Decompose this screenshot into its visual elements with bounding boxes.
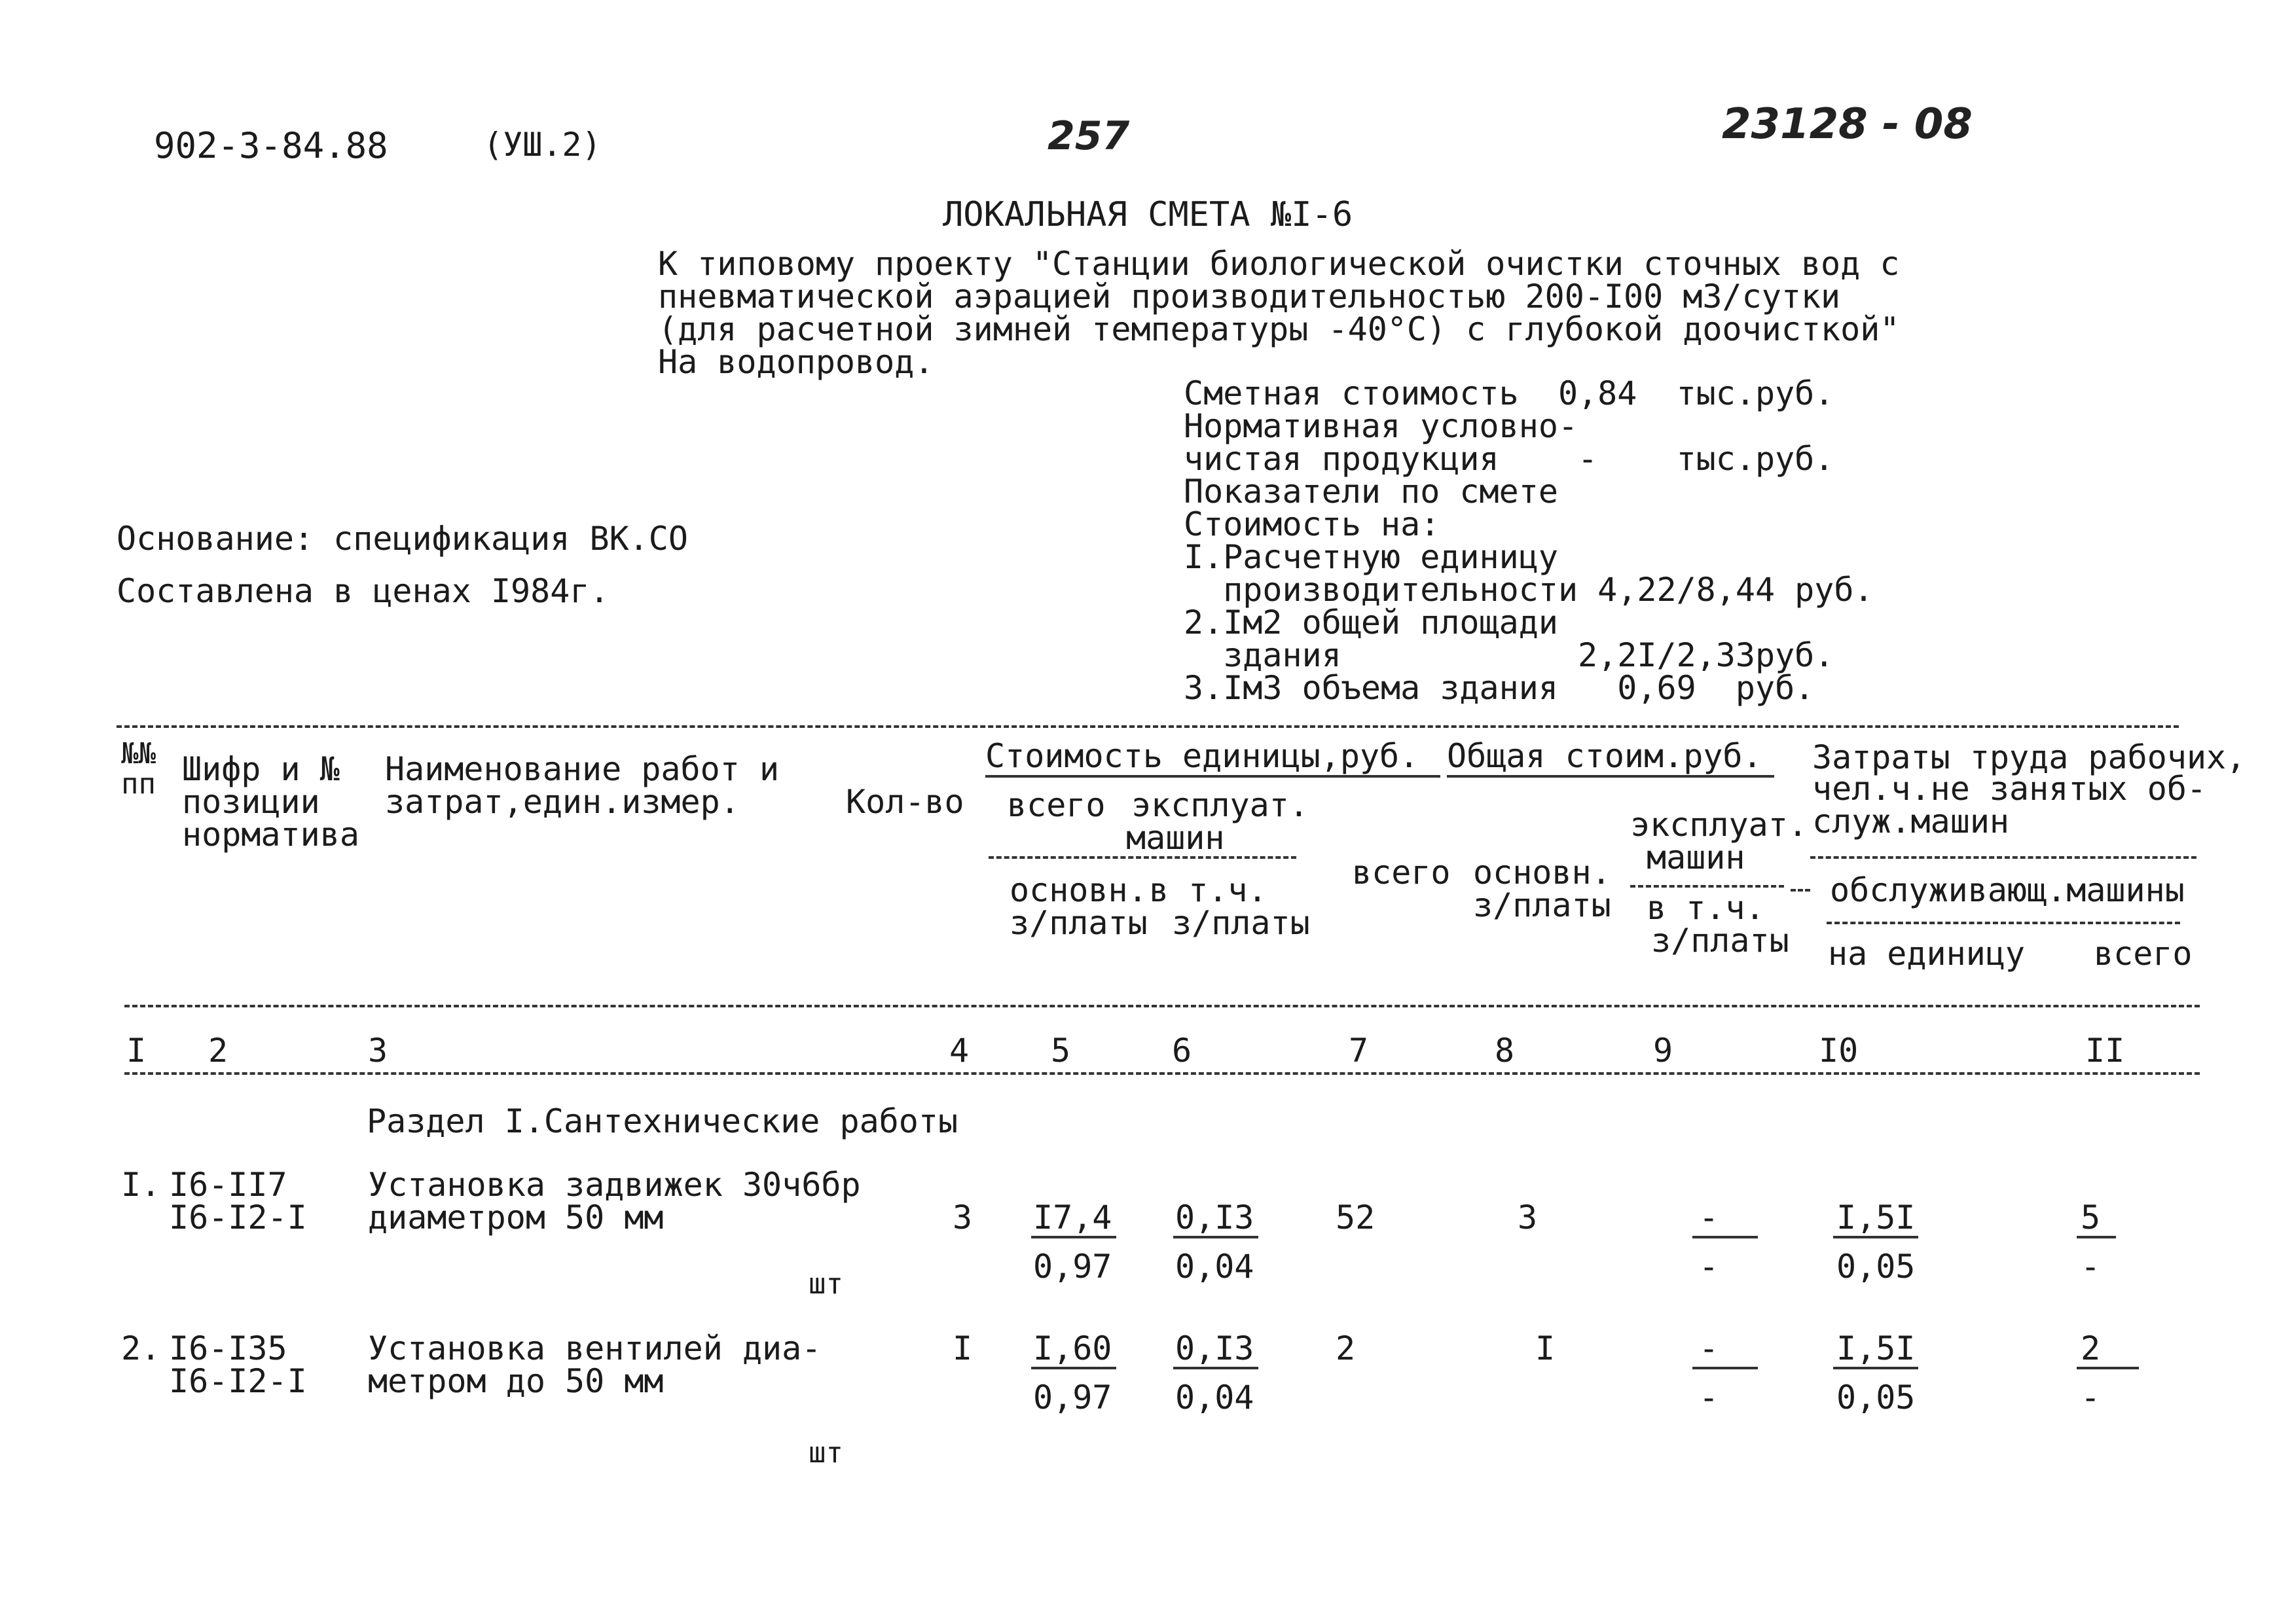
summary-line-9: здания 2,2I/2,33руб. [1184,636,1834,674]
header-labor-service: обслуживающ.машины [1830,871,2185,909]
header-unit-cost: Стоимость единицы,руб. [985,737,1419,775]
row1-code-1: I6-II7 [169,1166,287,1204]
album-number: (УШ.2) [483,126,602,164]
row1-unit-incl-wage: 0,04 [1175,1248,1254,1286]
prices-text: Составлена в ценах I984г. [117,572,610,610]
header-unit-machine-1: эксплуат. [1131,786,1309,824]
row2-name-1: Установка вентилей диа- [368,1329,822,1367]
row2-labor-unit: I,5I [1836,1329,1916,1367]
header-nn-1: №№ [121,737,156,770]
row1-labor-total: 5 [2081,1199,2101,1236]
row1-total-machine: - [1699,1199,1719,1236]
header-total-basic-2: з/платы [1473,886,1611,924]
col-number-1: I [126,1032,147,1070]
section-title: Раздел I.Сантехнические работы [367,1102,958,1140]
header-labor-3: служ.машин [1812,803,2010,840]
header-code-2: позиции [182,783,320,821]
project-code: 902-3-84.88 [154,125,388,166]
summary-line-4: Показатели по смете [1184,473,1558,511]
summary-line-3: чистая продукция - тыс.руб. [1184,440,1834,478]
col-number-8: 8 [1495,1032,1515,1070]
header-total-total: всего [1352,854,1451,892]
header-total-basic-1: основн. [1473,854,1611,892]
row2-total: 2 [1336,1329,1356,1367]
summary-line-7: производительности 4,22/8,44 руб. [1184,571,1874,609]
summary-line-5: Стоимость на: [1184,505,1440,543]
page-number: 257 [1048,113,1130,159]
summary-line-1: Сметная стоимость 0,84 тыс.руб. [1184,374,1834,412]
row1-labor-total-service: - [2081,1248,2101,1286]
row1-qty: 3 [953,1199,973,1236]
row1-unit-total: I7,4 [1033,1199,1112,1236]
row1-name-2: диаметром 50 мм [368,1199,664,1236]
row2-code-1: I6-I35 [169,1329,287,1367]
header-qty: Кол-во [846,783,964,821]
unit-cost-underline [985,775,1440,778]
estimate-title: ЛОКАЛЬНАЯ СМЕТА №I-6 [943,195,1353,234]
summary-line-10: 3.Iм3 объема здания 0,69 руб. [1184,669,1815,707]
row1-total-incl-wage: - [1699,1248,1719,1286]
row1-unit-total-underline [1031,1236,1116,1238]
row1-total-basic-wage: 3 [1518,1199,1538,1236]
row2-labor-unit-underline [1833,1367,1918,1369]
col-number-10: I0 [1819,1032,1859,1070]
row1-labor-unit-service: 0,05 [1836,1248,1916,1286]
row2-code-2: I6-I2-I [169,1362,307,1400]
row2-unit-incl-wage: 0,04 [1175,1379,1254,1416]
row1-unit-basic-wage: 0,97 [1033,1248,1112,1286]
header-name-1: Наименование работ и [385,750,780,788]
col-number-9: 9 [1653,1032,1673,1070]
header-unit-incl-wage-1: в т.ч. [1149,871,1267,909]
row2-labor-total: 2 [2081,1329,2101,1367]
header-name-2: затрат,един.измер. [385,783,740,821]
summary-line-6: I.Расчетную единицу [1184,538,1558,576]
header-labor-total: всего [2094,935,2193,973]
summary-line-8: 2.Iм2 общей площади [1184,604,1558,641]
table-top-rule [117,725,2179,728]
unit-subheader-rule [989,856,1296,859]
row1-number: I. [121,1166,161,1204]
row2-labor-total-service: - [2081,1379,2101,1416]
header-unit-machine-2: машин [1126,819,1225,857]
project-subtitle-line-3: (для расчетной зимней температуры -40°С) с глубокой доочисткой" [658,310,1900,348]
header-labor-2: чел.ч.не занятых об- [1812,770,2207,808]
row2-unit-basic-wage: 0,97 [1033,1379,1112,1416]
project-subtitle-line-1: К типовому проекту "Станции биологической очистки сточных вод с [658,245,1900,283]
header-labor-1: Затраты труда рабочих, [1812,738,2246,776]
row2-labor-total-underline [2077,1367,2139,1369]
project-subtitle-line-4: На водопровод. [658,343,934,381]
header-code-3: норматива [182,816,359,854]
row1-total-machine-underline [1692,1236,1758,1238]
row2-total-machine: - [1699,1329,1719,1367]
col-number-2: 2 [208,1032,228,1070]
row1-total: 52 [1336,1199,1376,1236]
header-total-cost: Общая стоим.руб. [1447,737,1762,775]
row1-name-1: Установка задвижек 30ч6бр [368,1166,861,1204]
row2-unit: шт [809,1436,843,1470]
document-number: 23128 - 08 [1722,100,1973,149]
header-unit-basic-wage-2: з/платы [1010,904,1148,942]
row2-unit-machine: 0,I3 [1175,1329,1254,1367]
basis-text: Основание: спецификация ВК.СО [117,520,688,558]
header-total-incl-2: з/платы [1651,922,1789,960]
col-number-7: 7 [1349,1032,1369,1070]
col-number-4: 4 [949,1032,970,1070]
labor-service-prefix [1791,889,1810,892]
total-machine-rule [1630,885,1784,888]
row2-labor-unit-service: 0,05 [1836,1379,1916,1416]
row1-unit: шт [809,1267,843,1301]
col-numbers-rule [124,1072,2200,1075]
row1-unit-machine-underline [1173,1236,1258,1238]
row2-total-basic-wage: I [1535,1329,1556,1367]
row1-labor-unit: I,5I [1836,1199,1916,1236]
row2-unit-total-underline [1031,1367,1116,1369]
header-labor-per-unit: на единицу [1828,935,2026,973]
project-subtitle-line-2: пневматической аэрацией производительностью 200-I00 м3/сутки [658,278,1841,316]
header-bottom-rule [124,1005,2200,1007]
row2-total-incl-wage: - [1699,1379,1719,1416]
col-number-6: 6 [1172,1032,1192,1070]
row2-name-2: метром до 50 мм [368,1362,664,1400]
header-unit-basic-wage-1: основн. [1010,871,1148,909]
row1-unit-machine: 0,I3 [1175,1199,1254,1236]
row2-unit-total: I,60 [1033,1329,1112,1367]
col-number-3: 3 [368,1032,388,1070]
header-unit-incl-wage-2: з/платы [1172,904,1310,942]
row2-unit-machine-underline [1173,1367,1258,1369]
labor-service-rule [1827,922,2180,924]
header-total-machine-1: эксплуат. [1630,806,1808,844]
col-number-11: II [2085,1032,2125,1070]
summary-line-2: Нормативная условно- [1184,407,1578,445]
header-code-1: Шифр и № [182,750,340,788]
row2-total-machine-underline [1692,1367,1758,1369]
row2-number: 2. [121,1329,161,1367]
row1-labor-unit-underline [1833,1236,1918,1238]
total-cost-underline [1447,775,1774,778]
header-total-incl-1: в т.ч. [1647,889,1765,927]
row1-code-2: I6-I2-I [169,1199,307,1236]
header-total-machine-2: машин [1647,839,1745,876]
row1-labor-total-underline [2077,1236,2116,1238]
header-nn-2: пп [121,767,156,801]
labor-subheader-rule [1810,856,2196,859]
header-unit-total: всего [1007,786,1106,824]
col-number-5: 5 [1051,1032,1071,1070]
row2-qty: I [953,1329,973,1367]
